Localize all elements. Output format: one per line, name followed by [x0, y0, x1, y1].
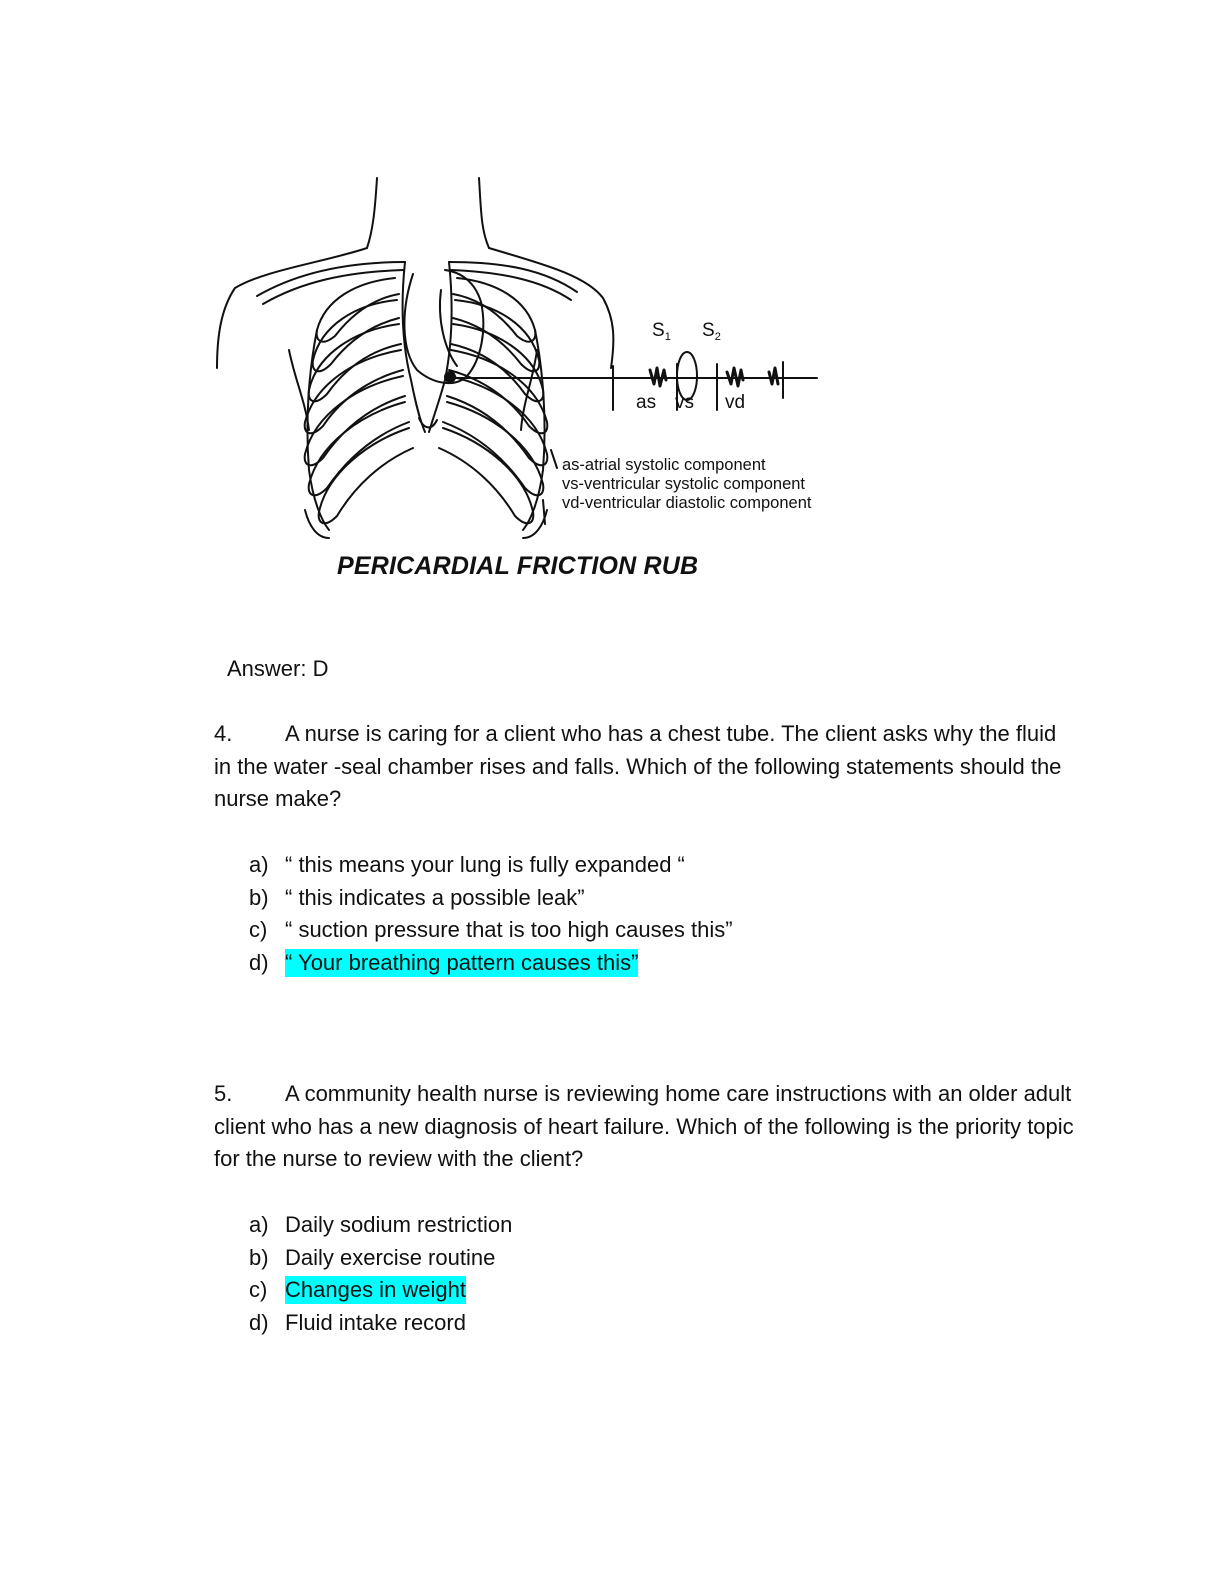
s2-text: S [702, 320, 715, 341]
option-text: Daily exercise routine [285, 1244, 496, 1270]
option-text: “ this indicates a possible leak” [285, 884, 585, 910]
right-ribs [439, 278, 547, 538]
s2-label [702, 320, 721, 343]
legend-item-vd: vd-ventricular diastolic component [562, 494, 812, 512]
option-c [249, 914, 733, 947]
highlighted-answer: Changes in weight [285, 1277, 467, 1303]
header-mark [596, 0, 620, 4]
pericardial-friction-rub-figure [205, 170, 865, 590]
chest-illustration [205, 170, 865, 590]
question-number: 4. [214, 721, 233, 746]
legend-item-vs: vs-ventricular systolic component [562, 475, 806, 493]
option-text: “ this means your lung is fully expanded “ [285, 852, 685, 877]
question-5 [214, 1078, 1074, 1176]
vs-label: vs [675, 392, 694, 413]
option-d [249, 947, 733, 980]
option-text: “ suction pressure that is too high causes this” [285, 917, 733, 943]
question-text: A community health nurse is reviewing home care instructions with an older adult client who has a new diagnosis of heart failure. Which of the following is the priority topic for the nurse to review with the client? [214, 1081, 1074, 1171]
option-text: Daily sodium restriction [285, 1212, 513, 1237]
question-number: 5. [214, 1081, 233, 1106]
highlighted-answer: “ Your breathing pattern causes this” [285, 950, 639, 976]
legend-item-as: as-atrial systolic component [562, 456, 766, 474]
option-letter: c) [249, 1277, 268, 1303]
option-letter: b) [249, 1244, 269, 1270]
option-text: Fluid intake record [285, 1310, 466, 1336]
option-letter: a) [249, 852, 269, 877]
figure-title: PERICARDIAL FRICTION RUB [337, 552, 699, 580]
option-c [249, 1274, 512, 1307]
s1-label [652, 320, 671, 343]
option-letter: b) [249, 884, 269, 910]
s1-subscript: 1 [664, 331, 671, 343]
s1-text: S [652, 320, 665, 341]
option-b [249, 1242, 512, 1275]
question-4-options [249, 849, 733, 980]
option-a [249, 1209, 512, 1242]
option-letter: d) [249, 950, 269, 976]
answer-line: Answer: D [227, 656, 329, 681]
option-letter: c) [249, 917, 268, 943]
s2-subscript: 2 [714, 331, 721, 343]
option-b [249, 882, 733, 915]
question-5-options [249, 1209, 512, 1340]
option-a [249, 849, 733, 882]
option-d [249, 1307, 512, 1340]
option-letter: d) [249, 1310, 269, 1336]
as-label: as [636, 392, 657, 413]
left-ribs [305, 278, 413, 538]
figure-legend [562, 456, 811, 513]
question-4 [214, 718, 1074, 816]
vd-label: vd [725, 392, 746, 413]
option-letter: a) [249, 1212, 269, 1237]
question-text: A nurse is caring for a client who has a chest tube. The client asks why the fluid in the water -seal chamber rises and falls. Which of the following statements should the nurse make? [214, 721, 1062, 811]
